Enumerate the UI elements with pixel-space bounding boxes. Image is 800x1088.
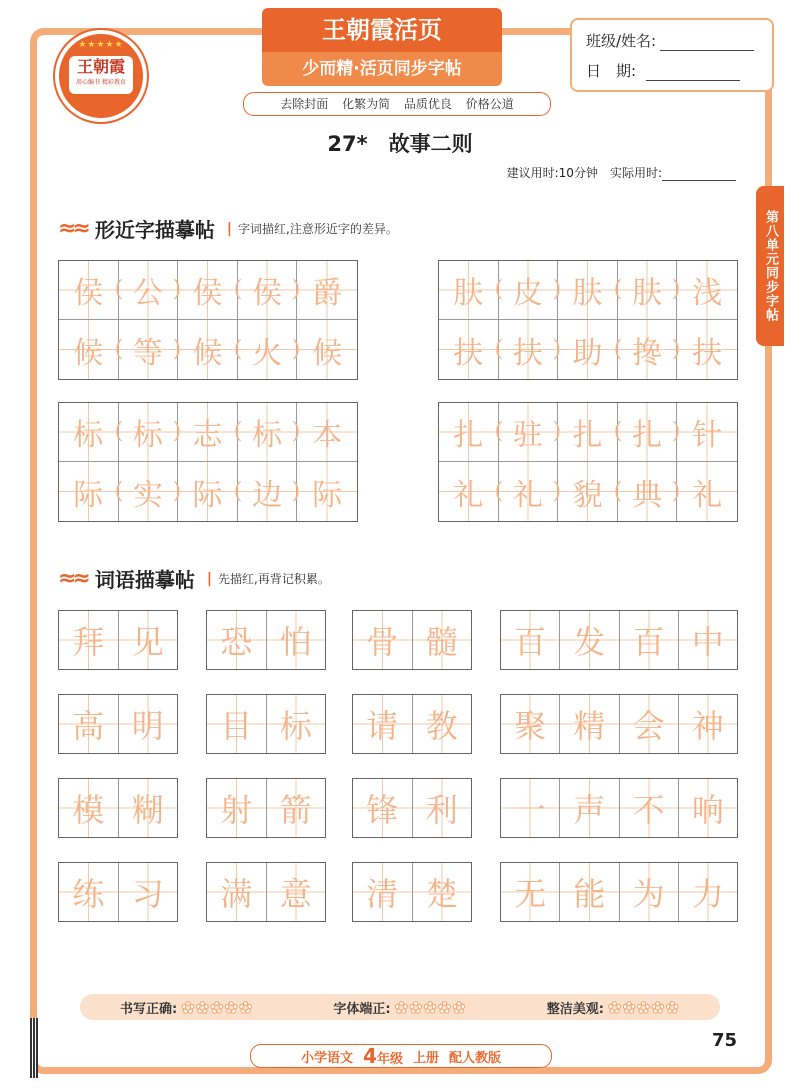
rating-correct: 书写正确: ✿✿✿✿✿ bbox=[120, 997, 254, 1017]
trace-char-cell[interactable]: ( 皮 ) bbox=[499, 261, 559, 320]
trace-char-cell[interactable]: 能 bbox=[560, 863, 619, 921]
trace-char-cell[interactable]: 见 bbox=[119, 611, 178, 669]
suggested-time: 建议用时:10分钟 bbox=[506, 166, 598, 180]
publisher-logo bbox=[55, 30, 147, 122]
word-trace-grid bbox=[206, 694, 326, 754]
flower-rating-icon[interactable]: ✿✿✿✿✿ bbox=[607, 997, 680, 1017]
trace-char-cell[interactable]: 意 bbox=[267, 863, 326, 921]
word-trace-grid bbox=[58, 610, 178, 670]
trace-char-cell[interactable]: 发 bbox=[560, 611, 619, 669]
self-rating-bar bbox=[80, 994, 720, 1020]
trace-char-cell[interactable]: 志 bbox=[178, 403, 238, 462]
wave-icon: ≈≈ bbox=[58, 216, 87, 241]
trace-char-cell[interactable]: 利 bbox=[413, 779, 472, 837]
rating-neat: 字体端正: ✿✿✿✿✿ bbox=[333, 997, 467, 1017]
word-trace-grid bbox=[352, 694, 472, 754]
trace-char-cell[interactable]: 髓 bbox=[413, 611, 472, 669]
section-title: 词语描摹帖 bbox=[94, 568, 195, 592]
footer-edition bbox=[250, 1044, 552, 1068]
class-name-label: 班级/姓名: bbox=[586, 32, 657, 50]
trace-char-cell[interactable]: 练 bbox=[59, 863, 119, 921]
trace-char-cell[interactable]: 侯 bbox=[59, 261, 119, 320]
brand-name: 王朝霞 bbox=[322, 15, 394, 44]
trace-char-cell[interactable]: 不 bbox=[620, 779, 679, 837]
trace-char-cell[interactable]: 会 bbox=[620, 695, 679, 753]
trace-char-cell[interactable]: ( 边 ) bbox=[238, 462, 298, 521]
date-field[interactable] bbox=[646, 62, 740, 81]
trace-char-cell[interactable]: ( 实 ) bbox=[119, 462, 179, 521]
slogan: 品质优良 bbox=[403, 97, 452, 111]
trace-char-cell[interactable]: 锋 bbox=[353, 779, 413, 837]
logo-stars-icon: ★★★★★ bbox=[78, 40, 124, 50]
trace-char-cell[interactable]: 请 bbox=[353, 695, 413, 753]
trace-char-cell[interactable]: 扶 bbox=[677, 320, 737, 379]
trace-char-cell[interactable]: 貌 bbox=[558, 462, 618, 521]
word-trace-grid bbox=[352, 778, 472, 838]
similar-char-grid bbox=[58, 260, 358, 380]
trace-char-cell[interactable]: ( 搀 ) bbox=[618, 320, 678, 379]
trace-char-cell[interactable]: ( 驻 ) bbox=[499, 403, 559, 462]
brand-suffix: 活页 bbox=[394, 16, 442, 44]
similar-char-grid bbox=[438, 402, 738, 522]
trace-char-cell[interactable]: ( 肤 ) bbox=[618, 261, 678, 320]
footer-edition-label: 配人教版 bbox=[448, 1050, 501, 1066]
actual-time-field[interactable] bbox=[662, 166, 736, 181]
trace-char-cell[interactable]: 教 bbox=[413, 695, 472, 753]
word-trace-grid bbox=[58, 778, 178, 838]
word-trace-grid bbox=[206, 610, 326, 670]
word-trace-grid bbox=[58, 862, 178, 922]
footer-grade-number: 4 bbox=[363, 1044, 377, 1068]
trace-char-cell[interactable]: ( 标 ) bbox=[119, 403, 179, 462]
trace-char-cell[interactable]: ( 公 ) bbox=[119, 261, 179, 320]
class-name-field[interactable] bbox=[660, 32, 754, 51]
trace-char-cell[interactable]: 骨 bbox=[353, 611, 413, 669]
word-trace-grid bbox=[206, 862, 326, 922]
section-similar-chars: ≈≈ 形近字描摹帖 | 字词描红,注意形近字的差异。 bbox=[58, 216, 398, 242]
word-trace-grid bbox=[500, 862, 738, 922]
trace-char-cell[interactable]: ( 礼 ) bbox=[499, 462, 559, 521]
trace-char-cell[interactable]: 聚 bbox=[501, 695, 560, 753]
trace-char-cell[interactable]: 候 bbox=[178, 320, 238, 379]
trace-char-cell[interactable]: 扎 bbox=[439, 403, 499, 462]
trace-char-cell[interactable]: ( 扶 ) bbox=[499, 320, 559, 379]
word-trace-grid bbox=[500, 778, 738, 838]
slogan-bar bbox=[243, 92, 551, 116]
slogan: 去除封面 bbox=[280, 97, 329, 111]
trace-char-cell[interactable]: 本 bbox=[297, 403, 357, 462]
footer-grade: 年级 bbox=[376, 1052, 403, 1067]
similar-char-grid bbox=[438, 260, 738, 380]
trace-char-cell[interactable]: 响 bbox=[679, 779, 737, 837]
student-info-box bbox=[570, 18, 774, 92]
trace-char-cell[interactable]: 际 bbox=[59, 462, 119, 521]
section-title: 形近字描摹帖 bbox=[94, 218, 215, 242]
trace-char-cell[interactable]: 扶 bbox=[439, 320, 499, 379]
trace-char-cell[interactable]: 爵 bbox=[297, 261, 357, 320]
trace-char-cell[interactable]: 浅 bbox=[677, 261, 737, 320]
trace-char-cell[interactable]: 楚 bbox=[413, 863, 472, 921]
date-label: 日 期: bbox=[586, 62, 637, 80]
trace-char-cell[interactable]: 力 bbox=[679, 863, 737, 921]
time-info bbox=[507, 164, 736, 181]
actual-time-label: 实际用时: bbox=[609, 166, 662, 180]
trace-char-cell[interactable]: 标 bbox=[59, 403, 119, 462]
trace-char-cell[interactable]: ( 火 ) bbox=[238, 320, 298, 379]
page-number: 75 bbox=[712, 1030, 738, 1051]
similar-char-grid bbox=[58, 402, 358, 522]
word-trace-grid bbox=[352, 610, 472, 670]
section-note: 字词描红,注意形近字的差异。 bbox=[238, 222, 398, 236]
trace-char-cell[interactable]: ( 扎 ) bbox=[618, 403, 678, 462]
word-trace-grid bbox=[352, 862, 472, 922]
slogan: 化繁为简 bbox=[342, 97, 391, 111]
trace-char-cell[interactable]: 际 bbox=[297, 462, 357, 521]
trace-char-cell[interactable]: 明 bbox=[119, 695, 178, 753]
trace-char-cell[interactable]: 礼 bbox=[677, 462, 737, 521]
flower-rating-icon[interactable]: ✿✿✿✿✿ bbox=[394, 997, 467, 1017]
trace-char-cell[interactable]: 拜 bbox=[59, 611, 119, 669]
unit-side-tab: 第八单元同步字帖 bbox=[756, 186, 784, 346]
logo-subtitle: 用心编书 精彩教育 bbox=[76, 79, 126, 86]
trace-char-cell[interactable]: 满 bbox=[207, 863, 267, 921]
trace-char-cell[interactable]: ( 侯 ) bbox=[238, 261, 298, 320]
section-note: 先描红,再背记积累。 bbox=[218, 572, 330, 586]
trace-char-cell[interactable]: 模 bbox=[59, 779, 119, 837]
section-word-tracing: ≈≈ 词语描摹帖 | 先描红,再背记积累。 bbox=[58, 566, 330, 592]
trace-char-cell[interactable]: ( 典 ) bbox=[618, 462, 678, 521]
trace-char-cell[interactable]: 射 bbox=[207, 779, 267, 837]
trace-char-cell[interactable]: 习 bbox=[119, 863, 178, 921]
binding-strip bbox=[30, 1018, 38, 1078]
trace-char-cell[interactable]: 箭 bbox=[267, 779, 326, 837]
trace-char-cell[interactable]: 声 bbox=[560, 779, 619, 837]
trace-char-cell[interactable]: 助 bbox=[558, 320, 618, 379]
trace-char-cell[interactable]: 无 bbox=[501, 863, 560, 921]
trace-char-cell[interactable]: 际 bbox=[178, 462, 238, 521]
trace-char-cell[interactable]: 为 bbox=[620, 863, 679, 921]
word-trace-grid bbox=[58, 694, 178, 754]
header-banner bbox=[262, 8, 502, 88]
trace-char-cell[interactable]: 候 bbox=[59, 320, 119, 379]
trace-char-cell[interactable]: 糊 bbox=[119, 779, 178, 837]
trace-char-cell[interactable]: 候 bbox=[297, 320, 357, 379]
trace-char-cell[interactable]: 礼 bbox=[439, 462, 499, 521]
trace-char-cell[interactable]: 肤 bbox=[558, 261, 618, 320]
trace-char-cell[interactable]: 侯 bbox=[178, 261, 238, 320]
word-trace-grid bbox=[206, 778, 326, 838]
footer-subject: 小学语文 bbox=[301, 1050, 354, 1066]
word-trace-grid bbox=[500, 694, 738, 754]
trace-char-cell[interactable]: 一 bbox=[501, 779, 560, 837]
trace-char-cell[interactable]: 恐 bbox=[207, 611, 267, 669]
banner-subtitle: 少而精·活页同步字帖 bbox=[262, 52, 502, 86]
trace-char-cell[interactable]: 扎 bbox=[558, 403, 618, 462]
trace-char-cell[interactable]: ( 标 ) bbox=[238, 403, 298, 462]
flower-rating-icon[interactable]: ✿✿✿✿✿ bbox=[181, 997, 254, 1017]
trace-char-cell[interactable]: 肤 bbox=[439, 261, 499, 320]
trace-char-cell[interactable]: 高 bbox=[59, 695, 119, 753]
slogan: 价格公道 bbox=[465, 97, 514, 111]
trace-char-cell[interactable]: 神 bbox=[679, 695, 737, 753]
trace-char-cell[interactable]: 百 bbox=[620, 611, 679, 669]
trace-char-cell[interactable]: 标 bbox=[267, 695, 326, 753]
wave-icon: ≈≈ bbox=[58, 566, 87, 591]
trace-char-cell[interactable]: ( 等 ) bbox=[119, 320, 179, 379]
footer-volume: 上册 bbox=[412, 1050, 439, 1066]
trace-char-cell[interactable]: 精 bbox=[560, 695, 619, 753]
trace-char-cell[interactable]: 目 bbox=[207, 695, 267, 753]
rating-tidy: 整洁美观: ✿✿✿✿✿ bbox=[546, 997, 680, 1017]
trace-char-cell[interactable]: 清 bbox=[353, 863, 413, 921]
lesson-title: 27* 故事二则 bbox=[327, 132, 473, 156]
trace-char-cell[interactable]: 针 bbox=[677, 403, 737, 462]
trace-char-cell[interactable]: 百 bbox=[501, 611, 560, 669]
logo-name: 王朝霞 bbox=[76, 57, 125, 76]
trace-char-cell[interactable]: 中 bbox=[679, 611, 737, 669]
trace-char-cell[interactable]: 怕 bbox=[267, 611, 326, 669]
word-trace-grid bbox=[500, 610, 738, 670]
